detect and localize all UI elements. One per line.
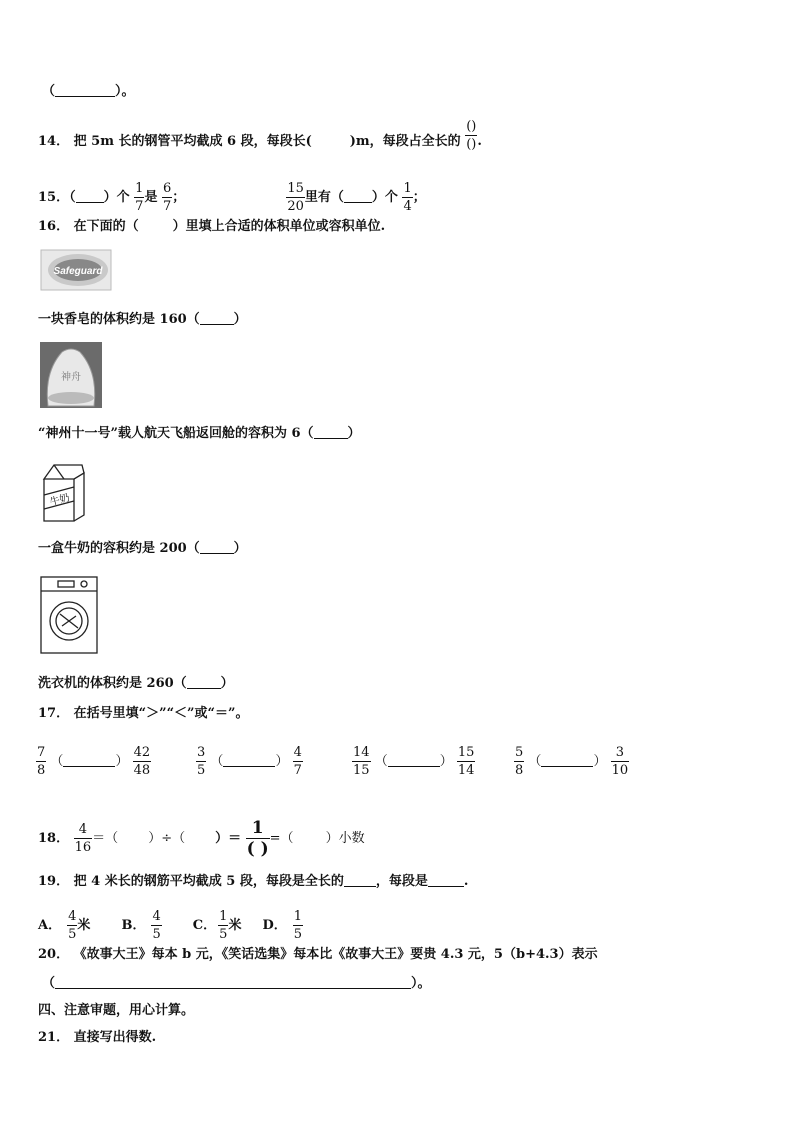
fraction: $\frac{14}{15}$ (353, 745, 370, 778)
question-number: 19． (38, 874, 70, 889)
question-number: 20． (38, 947, 70, 962)
q19-options (38, 908, 303, 943)
fraction: $\frac{3}{5}$ (197, 745, 206, 778)
option-c[interactable]: C． $\frac{1}{5}$ 米 (192, 909, 242, 942)
fraction: () () (466, 119, 477, 152)
answer-blank[interactable] (200, 553, 234, 554)
question-16: 16． 在下面的（ ）里填上合适的体积单位或容积单位. (38, 219, 386, 234)
capsule-question: “神州十一号”载人航天飞船返回舱的容积为 6（ ） (38, 426, 361, 441)
compare-pair-2: $\frac{3}{5}$ （ ） $\frac{4}{7}$ (197, 745, 302, 778)
question-number: 15． (38, 190, 70, 205)
section-4-title: 四、注意审题，用心计算。 (38, 1003, 195, 1018)
answer-blank[interactable] (55, 988, 411, 989)
milk-question: 一盒牛奶的容积约是 200（ ） (38, 541, 247, 556)
q13-answer-line: （ ）。 (42, 84, 135, 99)
fraction: $\frac{1}{7}$ (135, 181, 144, 214)
q20-answer-line: （ ）。 (42, 976, 431, 991)
answer-blank[interactable] (428, 886, 464, 887)
question-17: 17． 在括号里填“＞”“＜”或“＝”。 (38, 706, 249, 721)
washing-machine-picture (38, 574, 100, 660)
fraction: $\frac{6}{7}$ (162, 181, 172, 214)
fraction: $\frac{7}{8}$ (37, 745, 46, 778)
compare-pair-3: $\frac{14}{15}$ （ ） $\frac{15}{14}$ (353, 745, 475, 778)
fraction: $\frac{4}{16}$ (74, 822, 92, 855)
answer-blank[interactable] (55, 96, 115, 97)
fraction: $\frac{3}{10}$ (611, 745, 629, 778)
answer-blank[interactable] (314, 438, 348, 439)
fraction: $\frac{42}{48}$ (133, 745, 151, 778)
answer-blank[interactable] (541, 766, 593, 767)
option-a[interactable]: A． $\frac{4}{5}$ 米 (38, 909, 91, 942)
soap-question: 一块香皂的体积约是 160（ ） (38, 312, 247, 327)
answer-blank[interactable] (200, 324, 234, 325)
option-b[interactable]: B． $\frac{4}{5}$ (121, 909, 161, 942)
fraction: $\frac{5}{8}$ (515, 745, 524, 778)
question-21: 21． 直接写出得数. (38, 1030, 157, 1045)
fraction: $\frac{15}{14}$ (457, 745, 475, 778)
answer-blank[interactable] (187, 688, 221, 689)
capsule-picture (40, 342, 102, 412)
fraction: $\frac{1}{4}$ (403, 181, 412, 214)
answer-blank[interactable] (388, 766, 440, 767)
question-number: 17． (38, 706, 70, 721)
answer-blank[interactable] (223, 766, 275, 767)
answer-blank[interactable] (76, 202, 104, 203)
fraction: 1 ( ) (246, 818, 269, 859)
question-15: 15．（ ）个 $\frac{1}{7}$ 是 $\frac{6}{7}$ ； $\frac{15}{20}$ 里有（ ）个 $\frac{1}{4}$ ； (38, 181, 426, 214)
question-14: 14． 把 5m 长的钢管平均截成 6 段，每段长( )m，每段占全长的 () () . (38, 119, 482, 152)
svg-text:神舟: 神舟 (61, 372, 81, 383)
answer-blank[interactable] (344, 202, 372, 203)
compare-pair-4: $\frac{5}{8}$ （ ） $\frac{3}{10}$ (515, 745, 629, 778)
question-20: 20． 《故事大王》每本 b 元，《笑话选集》每本比《故事大王》要贵 4.3 元，5（b+4.3）表示 (38, 947, 598, 962)
compare-pair-1: $\frac{7}{8}$ （ ） $\frac{42}{48}$ (37, 745, 151, 778)
question-19: 19． 把 4 米长的钢筋平均截成 5 段，每段是全长的 ，每段是 . (38, 874, 469, 889)
svg-text:Safeguard: Safeguard (53, 266, 103, 277)
fraction: $\frac{4}{5}$ (152, 909, 161, 942)
fraction: $\frac{1}{5}$ (219, 909, 228, 942)
soap-picture (40, 249, 112, 295)
question-number: 21． (38, 1030, 70, 1045)
question-18: 18． $\frac{4}{16}$ ＝（ ）÷（ ）＝ 1 ( ) =（ ）小数 (38, 818, 365, 859)
answer-blank[interactable] (63, 766, 115, 767)
answer-blank[interactable] (344, 886, 376, 887)
svg-text:牛奶: 牛奶 (48, 492, 71, 509)
fraction: $\frac{4}{5}$ (68, 909, 77, 942)
fraction: $\frac{4}{7}$ (293, 745, 302, 778)
question-number: 16． (38, 219, 70, 234)
fraction: $\frac{1}{5}$ (293, 909, 303, 942)
milk-carton-picture (38, 461, 90, 529)
question-number: 14． (38, 134, 70, 149)
question-number: 18． (38, 831, 70, 846)
option-d[interactable]: D． $\frac{1}{5}$ (262, 909, 303, 942)
fraction: $\frac{15}{20}$ (287, 181, 304, 214)
washer-question: 洗衣机的体积约是 260（ ） (38, 676, 234, 691)
